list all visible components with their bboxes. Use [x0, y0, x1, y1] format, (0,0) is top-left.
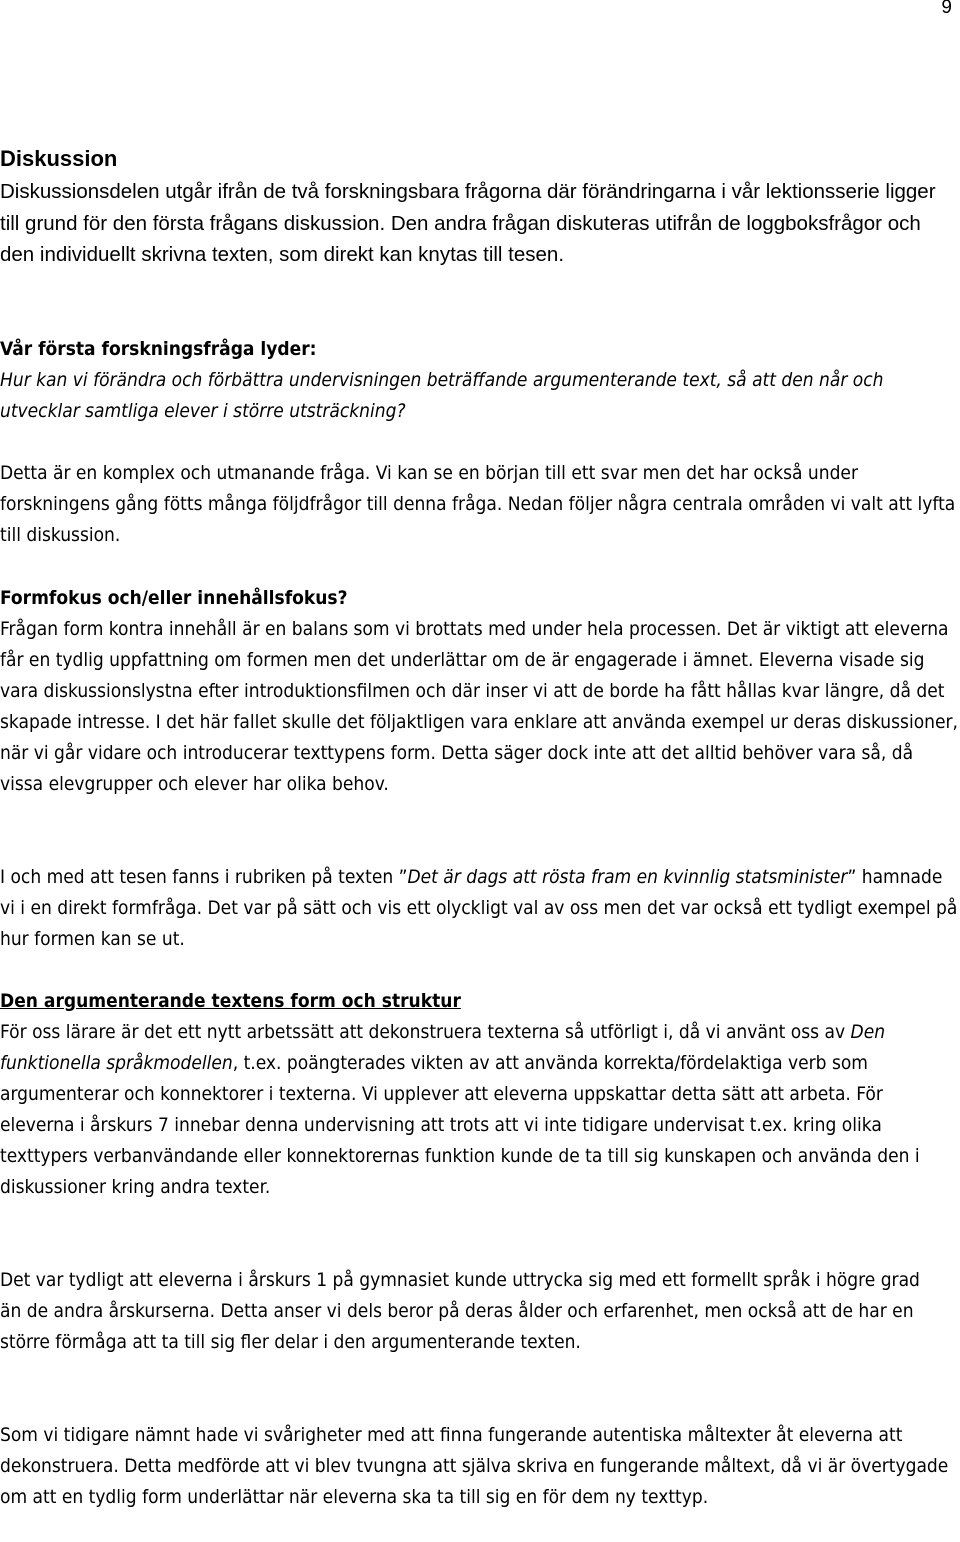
tesen-title: Det är dags att rösta fram en kvinnlig statsminister — [407, 866, 848, 888]
tesen-text-start: I och med att tesen fanns i rubriken på texten ” — [0, 866, 408, 888]
tesen-paragraph — [0, 862, 960, 955]
structure-text-start: För oss lärare är det ett nytt arbetssätt att dekonstruera texterna så utförligt i, då vi använt oss av — [0, 1021, 851, 1043]
gymnasium-paragraph: Det var tydligt att eleverna i årskurs 1 på gymnasiet kunde uttrycka sig med ett formellt språk i högre grad än de andra årskurserna. Detta anser vi dels beror på deras ålder och erfarenhet, men också att de har en större förmåga att ta till sig fler delar i den argumenterande texten. — [0, 1269, 920, 1353]
form-heading: Formfokus och/eller innehållsfokus? — [0, 587, 348, 609]
research-question: Hur kan vi förändra och förbättra undervisningen beträffande argumenterande text, så att den når och utvecklar samtliga elever i större utsträckning? — [0, 369, 884, 422]
page-number: 9 — [941, 0, 952, 18]
structure-text-end: , t.ex. poängterades vikten av att använda korrekta/fördelaktiga verb som argumenterar och konnektorer i texterna. Vi upplever att eleverna uppskattar detta sätt att arbeta. För eleverna i årskurs 7 innebar denna undervisning att trots att vi inte tidigare undervisat t.ex. kring olika texttypers verbanvändande eller konnektorernas funktion kunde de ta till sig kunskapen och använda den i diskussioner kring andra texter. — [0, 1052, 920, 1198]
question-heading: Vår första forskningsfråga lyder: — [0, 338, 317, 360]
model-title: Den funktionella språkmodellen — [0, 1021, 886, 1074]
tesen-text-end: ” hamnade vi i en direkt formfråga. Det var på sätt och vis ett olyckligt val av oss men det var också ett tydligt exempel på hur formen kan se ut. — [0, 866, 958, 950]
target-text-paragraph: Som vi tidigare nämnt hade vi svårigheter med att finna fungerande autentiska måltexter åt eleverna att dekonstruera. Detta medförde att vi blev tvungna att själva skriva en fungerande måltext, då vi är övertygade om att en tydlig form underlättar när eleverna ska ta till sig en för dem ny texttyp. — [0, 1424, 949, 1508]
form-paragraph: Frågan form kontra innehåll är en balans som vi brottats med under hela processen. Det är viktigt att eleverna får en tydlig uppfattning om formen men det underlättar om de är engagerade i ämnet. Eleverna visade sig vara diskussionslystna efter introduktionsfilmen och där inser vi att de borde ha fått hållas kvar längre, då det skapade intresse. I det här fallet skulle det följaktligen vara enklare att använda exempel ur deras diskussioner, när vi går vidare och introducerar texttypens form. Detta säger dock inte att det alltid behöver vara så, då vissa elevgrupper och elever har olika behov. — [0, 618, 958, 795]
structure-heading: Den argumenterande textens form och struktur — [0, 990, 461, 1012]
intro-paragraph: Diskussionsdelen utgår ifrån de två forskningsbara frågorna där förändringarna i vår lektionsserie ligger till grund för den första frågans diskussion. Den andra frågan diskuteras utifrån de loggboksfrågor och den individuellt skrivna texten, som direkt kan knytas till tesen. — [0, 180, 936, 266]
complex-paragraph: Detta är en komplex och utmanande fråga. Vi kan se en början till ett svar men det har också under forskningens gång fötts många följdfrågor till denna fråga. Nedan följer några centrala områden vi valt att lyfta till diskussion. — [0, 462, 956, 546]
section-heading: Diskussion — [0, 146, 118, 171]
structure-paragraph — [0, 1017, 945, 1203]
